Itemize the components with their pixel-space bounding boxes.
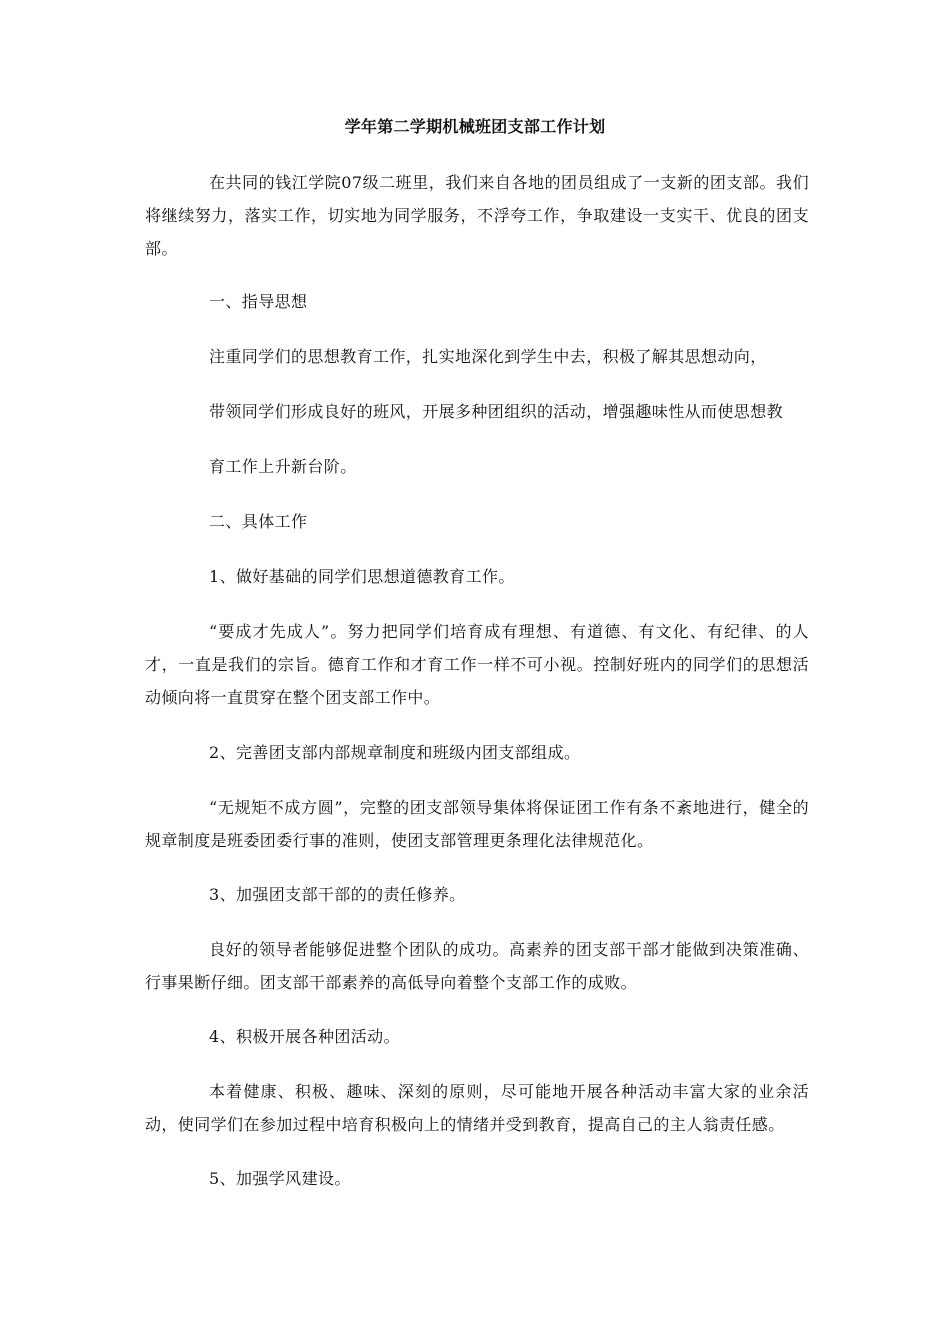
item-1-heading: 1、做好基础的同学们思想道德教育工作。 xyxy=(209,567,515,586)
item-4-heading: 4、积极开展各种团活动。 xyxy=(209,1027,400,1046)
item-2-body: “无规矩不成方圆”，完整的团支部领导集体将保证团工作有条不紊地进行，健全的规章制度是班委团委行事的准则，使团支部管理更条理化法律规范化。 xyxy=(145,798,809,850)
item-1-body: “要成才先成人”。努力把同学们培育成有理想、有道德、有文化、有纪律、的人才，一直是我们的宗旨。德育工作和才育工作一样不可小视。控制好班内的同学们的思想活动倾向将一直贯穿在整个团支部工作中。 xyxy=(145,622,809,707)
item-4-body: 本着健康、积极、趣味、深刻的原则，尽可能地开展各种活动丰富大家的业余活动，使同学们在参加过程中培育积极向上的情绪并受到教育，提高自己的主人翁责任感。 xyxy=(145,1082,809,1134)
guiding-thought-line-3: 育工作上升新台阶。 xyxy=(209,457,357,476)
item-5-heading: 5、加强学风建设。 xyxy=(209,1169,351,1188)
section-heading-specific-work: 二、具体工作 xyxy=(209,512,308,531)
item-3-body: 良好的领导者能够促进整个团队的成功。高素养的团支部干部才能做到决策准确、行事果断仔细。团支部干部素养的高低导向着整个支部工作的成败。 xyxy=(145,940,809,992)
intro-paragraph: 在共同的钱江学院07级二班里，我们来自各地的团员组成了一支新的团支部。我们将继续努力，落实工作，切实地为同学服务，不浮夸工作，争取建设一支实干、优良的团支部。 xyxy=(145,173,809,258)
section-heading-guiding-thought: 一、指导思想 xyxy=(209,292,308,311)
guiding-thought-line-2: 带领同学们形成良好的班风，开展多种团组织的活动，增强趣味性从而使思想教 xyxy=(209,402,784,421)
item-2-heading: 2、完善团支部内部规章制度和班级内团支部组成。 xyxy=(209,743,581,762)
guiding-thought-line-1: 注重同学们的思想教育工作，扎实地深化到学生中去，积极了解其思想动向， xyxy=(209,347,767,366)
document-title: 学年第二学期机械班团支部工作计划 xyxy=(344,117,606,136)
item-3-heading: 3、加强团支部干部的的责任修养。 xyxy=(209,885,466,904)
